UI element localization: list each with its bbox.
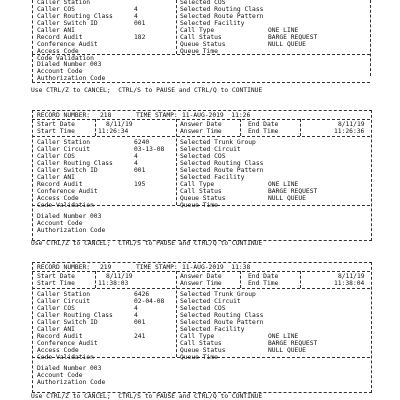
queue-status-value: NULL QUEUE	[268, 347, 306, 354]
code-validation-label: Code Validation	[37, 202, 94, 209]
queue-status-value: NULL QUEUE	[268, 195, 306, 202]
time-col-divider	[300, 271, 301, 288]
record-audit-label: Record Audit	[37, 333, 83, 340]
call-type-label: Call Type	[180, 27, 215, 34]
queue-time-label: Queue Time	[180, 202, 218, 209]
sel-route-pattern-label: Selected Route Pattern	[180, 167, 264, 174]
continue-prompt: Use CTRL/Z to CANCEL; CTRL/S to PAUSE and CTRL/Q to CONTINUE	[31, 393, 263, 400]
time-col-divider	[240, 271, 241, 288]
caller-switch-id-label: Caller Switch ID	[37, 167, 98, 174]
account-code-label: Account Code	[37, 220, 83, 227]
end-date-value: 8/11/19	[338, 273, 365, 280]
authorization-code-label: Authorization Code	[37, 227, 106, 234]
sel-facility-label: Selected Facility	[180, 174, 245, 181]
sel-circuit-label: Selected Circuit	[180, 146, 241, 153]
caller-ani-label: Caller ANI	[37, 326, 75, 333]
conference-audit-label: Conference Audit	[37, 41, 98, 48]
caller-switch-id-label: Caller Switch ID	[37, 319, 98, 326]
start-date-value: 8/11/19	[106, 121, 133, 128]
queue-status-label: Queue Status	[180, 195, 226, 202]
continue-prompt: Use CTRL/Z to CANCEL; CTRL/S to PAUSE and CTRL/Q to CONTINUE	[31, 240, 263, 247]
caller-circuit-label: Caller Circuit	[37, 146, 91, 153]
sel-circuit-label: Selected Circuit	[180, 298, 241, 305]
dialed-number-value: 003	[90, 213, 102, 220]
end-date-value: 8/11/19	[338, 121, 365, 128]
dialed-number-value: 003	[90, 365, 102, 372]
call-type-value: ONE LINE	[268, 27, 299, 34]
start-date-label: Start Date	[37, 121, 75, 128]
call-type-value: ONE LINE	[268, 333, 299, 340]
caller-station-label: Caller Station	[37, 291, 91, 298]
times-divider	[32, 288, 370, 289]
queue-status-value: NULL QUEUE	[268, 41, 306, 48]
header-divider	[32, 119, 370, 120]
end-time-value: 11:26:36	[334, 128, 365, 135]
caller-station-value: 6240	[134, 139, 150, 146]
dialed-number-label: Dialed Number	[37, 213, 87, 220]
caller-routing-class-label: Caller Routing Class	[37, 13, 113, 20]
answer-time-label: Answer Time	[180, 280, 222, 287]
caller-switch-id-value: 001	[134, 167, 146, 174]
dialed-number-value: 003	[90, 61, 102, 68]
queue-time-label: Queue Time	[180, 354, 218, 361]
answer-date-label: Answer Date	[180, 121, 222, 128]
caller-ani-label: Caller ANI	[37, 27, 75, 34]
call-status-value: BARGE REQUEST	[268, 188, 318, 195]
answer-time-label: Answer Time	[180, 128, 222, 135]
call-type-label: Call Type	[180, 333, 215, 340]
caller-routing-class-value: 4	[134, 312, 138, 319]
sel-routing-class-label: Selected Routing Class	[180, 312, 264, 319]
conference-audit-label: Conference Audit	[37, 188, 98, 195]
sel-facility-label: Selected Facility	[180, 326, 245, 333]
start-time-label: Start Time	[37, 280, 75, 287]
caller-routing-class-label: Caller Routing Class	[37, 312, 113, 319]
account-code-label: Account Code	[37, 68, 83, 75]
start-time-label: Start Time	[37, 128, 75, 135]
caller-cos-label: Caller COS	[37, 305, 75, 312]
access-code-label: Access Code	[37, 347, 79, 354]
record-bottom-border	[32, 82, 370, 83]
call-status-value: BARGE REQUEST	[268, 34, 318, 41]
call-status-label: Call Status	[180, 340, 222, 347]
caller-circuit-value: 03-13-08	[134, 146, 165, 153]
caller-cos-value: 4	[134, 153, 138, 160]
caller-ani-label: Caller ANI	[37, 174, 75, 181]
caller-station-label: Caller Station	[37, 139, 91, 146]
caller-cos-label: Caller COS	[37, 6, 75, 13]
dialed-number-label: Dialed Number	[37, 61, 87, 68]
times-divider	[32, 136, 370, 137]
time-col-divider	[300, 119, 301, 136]
record-number-value: 218	[100, 112, 112, 119]
start-date-label: Start Date	[37, 273, 75, 280]
caller-routing-class-value: 4	[134, 160, 138, 167]
caller-cos-value: 4	[134, 305, 138, 312]
caller-station-value: 6426	[134, 291, 150, 298]
call-status-label: Call Status	[180, 188, 222, 195]
sel-route-pattern-label: Selected Route Pattern	[180, 319, 264, 326]
sel-routing-class-label: Selected Routing Class	[180, 160, 264, 167]
caller-switch-id-value: 001	[134, 319, 146, 326]
caller-cos-label: Caller COS	[37, 153, 75, 160]
code-validation-label: Code Validation	[37, 55, 94, 62]
sel-cos-label: Selected COS	[180, 153, 226, 160]
record-right-border	[370, 0, 371, 76]
dialed-number-label: Dialed Number	[37, 365, 87, 372]
end-date-label: End Date	[248, 273, 279, 280]
access-code-label: Access Code	[37, 48, 79, 55]
sel-facility-label: Selected Facility	[180, 20, 245, 27]
end-date-label: End Date	[248, 121, 279, 128]
time-col-divider	[240, 119, 241, 136]
end-time-label: End Time	[248, 128, 279, 135]
caller-switch-id-value: 001	[134, 20, 146, 27]
record-audit-label: Record Audit	[37, 34, 83, 41]
time-col-divider	[95, 119, 96, 136]
caller-station-label: Caller Station	[37, 0, 91, 6]
authorization-code-label: Authorization Code	[37, 75, 106, 82]
record-audit-label: Record Audit	[37, 181, 83, 188]
time-stamp-label: TIME STAMP:	[136, 112, 178, 119]
start-date-value: 8/11/19	[106, 273, 133, 280]
time-stamp-label: TIME STAMP:	[136, 264, 178, 271]
start-time-value: 11:38:03	[98, 280, 129, 287]
caller-cos-value: 4	[134, 6, 138, 13]
call-status-label: Call Status	[180, 34, 222, 41]
call-type-label: Call Type	[180, 181, 215, 188]
record-left-border	[32, 0, 33, 54]
caller-routing-class-label: Caller Routing Class	[37, 160, 113, 167]
caller-circuit-value: 02-04-08	[134, 298, 165, 305]
record-number-value: 219	[100, 264, 112, 271]
sel-route-pattern-label: Selected Route Pattern	[180, 13, 264, 20]
time-stamp-value: 11-AUG-2019 11:38	[182, 264, 251, 271]
conference-audit-label: Conference Audit	[37, 340, 98, 347]
sel-routing-class-label: Selected Routing Class	[180, 6, 264, 13]
record-audit-value: 241	[134, 333, 146, 340]
header-divider	[32, 271, 370, 272]
queue-time-label: Queue Time	[180, 48, 218, 55]
time-stamp-value: 11-AUG-2019 11:26	[182, 112, 251, 119]
account-code-label: Account Code	[37, 372, 83, 379]
sel-trunk-group-label: Selected Trunk Group	[180, 139, 256, 146]
record-audit-value: 195	[134, 181, 146, 188]
start-time-value: 11:26:34	[98, 128, 129, 135]
record-number-label: RECORD NUMBER:	[37, 112, 91, 119]
call-type-value: ONE LINE	[268, 181, 299, 188]
call-status-value: BARGE REQUEST	[268, 340, 318, 347]
continue-prompt: Use CTRL/Z to CANCEL; CTRL/S to PAUSE and CTRL/Q to CONTINUE	[31, 87, 263, 94]
record-left-border	[32, 54, 33, 82]
column-divider	[176, 0, 177, 54]
caller-routing-class-value: 4	[134, 13, 138, 20]
sel-trunk-group-label: Selected Trunk Group	[180, 291, 256, 298]
caller-circuit-label: Caller Circuit	[37, 298, 91, 305]
access-code-label: Access Code	[37, 195, 79, 202]
end-time-value: 11:38:04	[334, 280, 365, 287]
queue-status-label: Queue Status	[180, 41, 226, 48]
record-number-label: RECORD NUMBER:	[37, 264, 91, 271]
end-time-label: End Time	[248, 280, 279, 287]
authorization-code-label: Authorization Code	[37, 379, 106, 386]
column-divider	[176, 271, 177, 357]
sel-cos-label: Selected COS	[180, 0, 226, 6]
record-audit-value: 182	[134, 34, 146, 41]
column-divider	[176, 119, 177, 205]
code-validation-label: Code Validation	[37, 354, 94, 361]
sel-cos-label: Selected COS	[180, 305, 226, 312]
caller-switch-id-label: Caller Switch ID	[37, 20, 98, 27]
queue-status-label: Queue Status	[180, 347, 226, 354]
answer-date-label: Answer Date	[180, 273, 222, 280]
time-col-divider	[95, 271, 96, 288]
